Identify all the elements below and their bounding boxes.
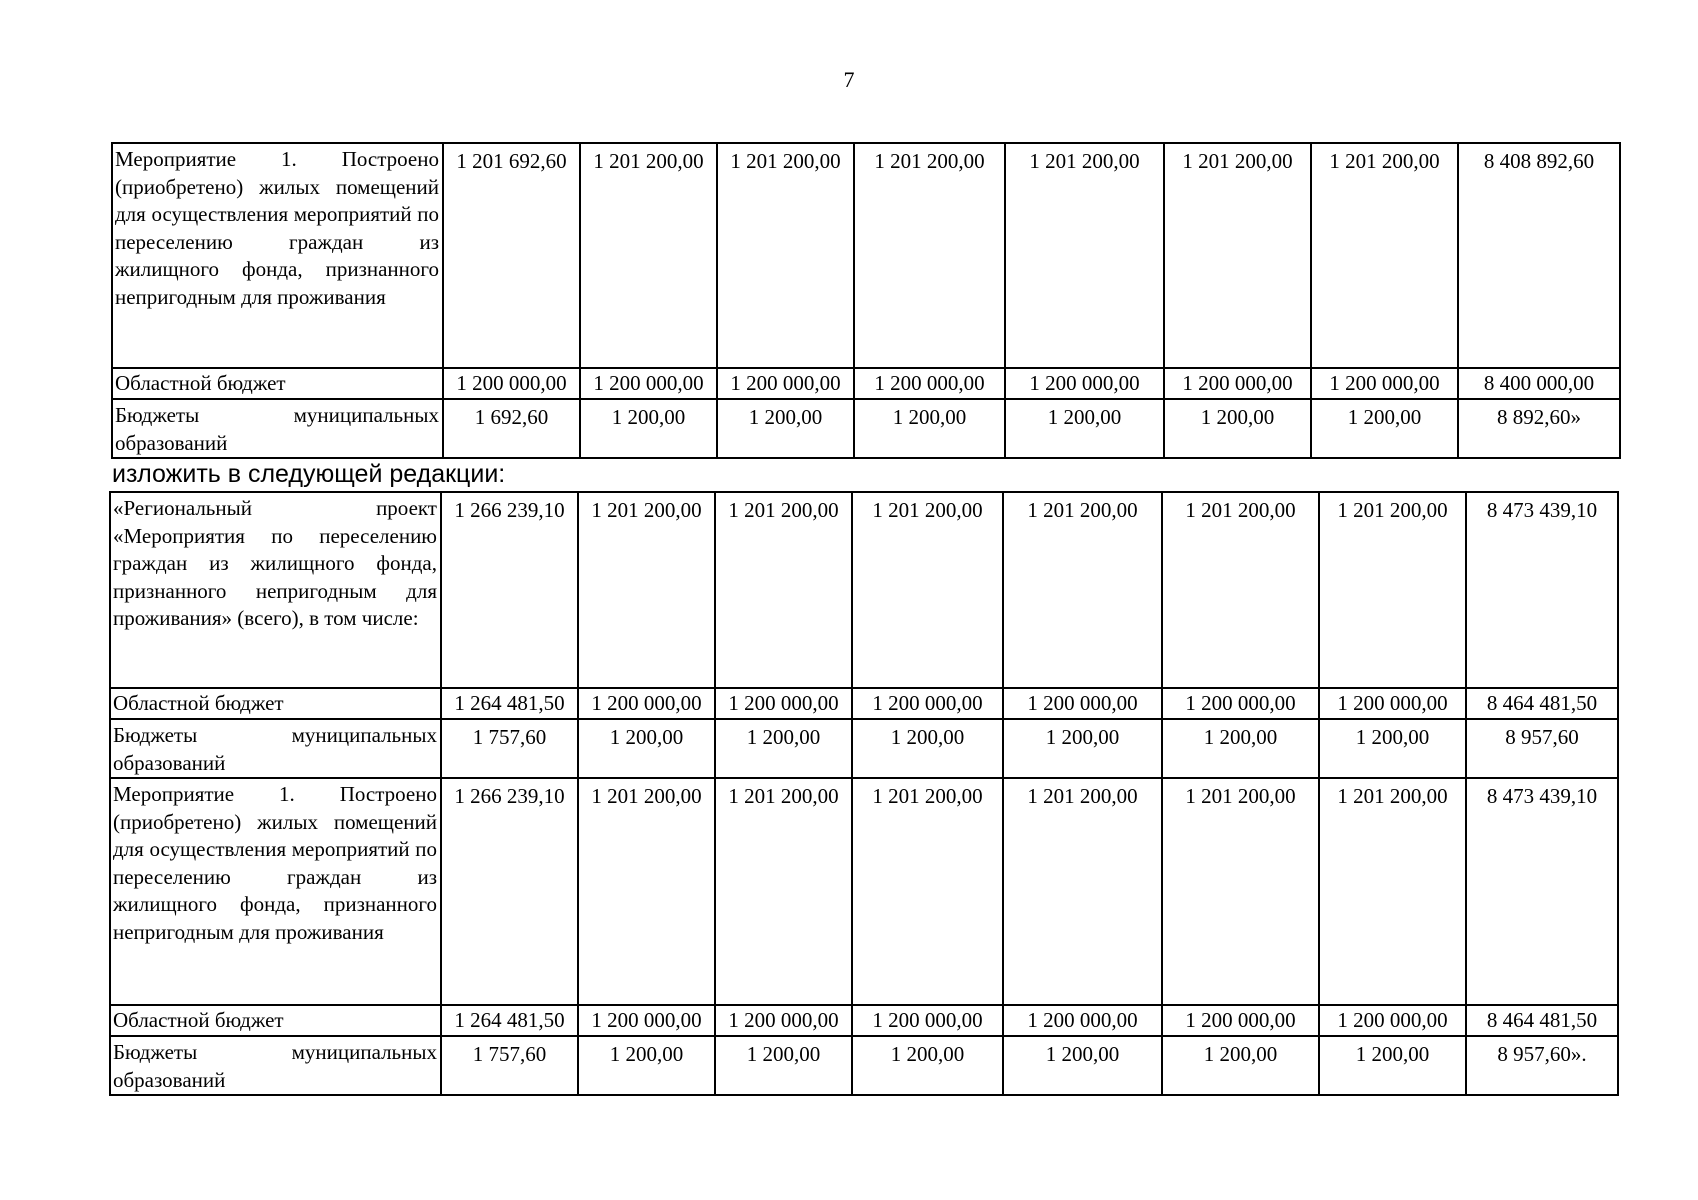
budget-table-new [109,491,1619,1096]
cell-value: 1 200,00 [578,1036,715,1095]
cell-value: 1 201 200,00 [715,492,852,688]
row-label: Бюджеты муниципальных образований [110,1036,441,1095]
cell-value: 1 200 000,00 [717,368,854,399]
cell-value: 1 200,00 [1319,719,1466,778]
cell-value: 1 200 000,00 [443,368,580,399]
cell-value: 1 200,00 [1319,1036,1466,1095]
cell-value: 1 200,00 [854,399,1005,458]
cell-value: 1 200 000,00 [1311,368,1458,399]
cell-value: 1 200 000,00 [1003,688,1162,719]
cell-value: 1 200 000,00 [1003,1005,1162,1036]
cell-value: 1 201 200,00 [715,778,852,1005]
cell-value: 1 200,00 [1162,719,1319,778]
table-row [110,1005,1618,1036]
cell-value: 1 201 200,00 [1319,778,1466,1005]
table-row [110,492,1618,688]
cell-value: 1 201 200,00 [1003,492,1162,688]
cell-value: 1 201 200,00 [1162,492,1319,688]
row-label: Мероприятие 1. Построено (приобретено) жилых помещений для осуществления мероприятий по переселению граждан из жилищного фонда, признанного непригодным для проживания [110,778,441,1005]
cell-value: 1 200 000,00 [1162,688,1319,719]
cell-value: 1 200 000,00 [578,688,715,719]
page-number: 7 [843,67,855,92]
cell-value: 8 473 439,10 [1466,778,1618,1005]
cell-value: 1 201 200,00 [578,778,715,1005]
table-row [112,368,1620,399]
cell-value: 1 200,00 [1311,399,1458,458]
cell-value: 1 757,60 [441,719,578,778]
cell-value: 1 200,00 [715,719,852,778]
cell-value: 1 201 200,00 [1162,778,1319,1005]
table-row [110,1036,1618,1095]
cell-value: 8 464 481,50 [1466,688,1618,719]
row-label: Областной бюджет [110,688,441,719]
cell-value: 1 200,00 [715,1036,852,1095]
cell-value: 1 201 692,60 [443,143,580,368]
cell-value: 1 692,60 [443,399,580,458]
cell-value: 1 200,00 [1003,1036,1162,1095]
cell-value: 1 264 481,50 [441,688,578,719]
cell-value: 1 200 000,00 [1319,1005,1466,1036]
cell-value: 1 200,00 [717,399,854,458]
row-label: Бюджеты муниципальных образований [112,399,443,458]
cell-value: 1 201 200,00 [852,492,1003,688]
row-label: «Региональный проект «Мероприятия по переселению граждан из жилищного фонда, признанного непригодным для проживания» (всего), в том числе: [110,492,441,688]
cell-value: 8 408 892,60 [1458,143,1620,368]
row-label: Областной бюджет [110,1005,441,1036]
cell-value: 1 201 200,00 [578,492,715,688]
table-row [110,778,1618,1005]
cell-value: 1 200,00 [1162,1036,1319,1095]
cell-value: 1 200,00 [578,719,715,778]
cell-value: 1 201 200,00 [854,143,1005,368]
cell-value: 1 200 000,00 [578,1005,715,1036]
cell-value: 8 957,60 [1466,719,1618,778]
row-label: Бюджеты муниципальных образований [110,719,441,778]
cell-value: 8 957,60». [1466,1036,1618,1095]
cell-value: 1 201 200,00 [1164,143,1311,368]
cell-value: 1 200,00 [580,399,717,458]
cell-value: 1 201 200,00 [1319,492,1466,688]
cell-value: 8 400 000,00 [1458,368,1620,399]
cell-value: 1 200,00 [852,1036,1003,1095]
row-label: Мероприятие 1. Построено (приобретено) жилых помещений для осуществления мероприятий по переселению граждан из жилищного фонда, признанного непригодным для проживания [112,143,443,368]
cell-value: 8 892,60» [1458,399,1620,458]
cell-value: 1 201 200,00 [1003,778,1162,1005]
table-row [110,719,1618,778]
table-row [112,143,1620,368]
cell-value: 1 200 000,00 [852,1005,1003,1036]
cell-value: 1 264 481,50 [441,1005,578,1036]
row-label: Областной бюджет [112,368,443,399]
cell-value: 1 200 000,00 [1164,368,1311,399]
cell-value: 1 200,00 [1003,719,1162,778]
cell-value: 1 200,00 [1005,399,1164,458]
cell-value: 1 200 000,00 [1005,368,1164,399]
cell-value: 1 266 239,10 [441,778,578,1005]
cell-value: 1 201 200,00 [1311,143,1458,368]
cell-value: 8 464 481,50 [1466,1005,1618,1036]
cell-value: 1 200 000,00 [852,688,1003,719]
budget-table-old [111,142,1621,459]
instruction-text: изложить в следующей редакции: [112,460,506,488]
cell-value: 1 200 000,00 [715,688,852,719]
cell-value: 1 200,00 [1164,399,1311,458]
cell-value: 1 200 000,00 [580,368,717,399]
cell-value: 1 201 200,00 [1005,143,1164,368]
cell-value: 1 266 239,10 [441,492,578,688]
table-row [110,688,1618,719]
cell-value: 1 201 200,00 [717,143,854,368]
cell-value: 1 201 200,00 [580,143,717,368]
cell-value: 1 200,00 [852,719,1003,778]
table-row [112,399,1620,458]
cell-value: 1 757,60 [441,1036,578,1095]
cell-value: 1 200 000,00 [715,1005,852,1036]
cell-value: 1 200 000,00 [854,368,1005,399]
cell-value: 1 200 000,00 [1319,688,1466,719]
cell-value: 8 473 439,10 [1466,492,1618,688]
cell-value: 1 201 200,00 [852,778,1003,1005]
cell-value: 1 200 000,00 [1162,1005,1319,1036]
